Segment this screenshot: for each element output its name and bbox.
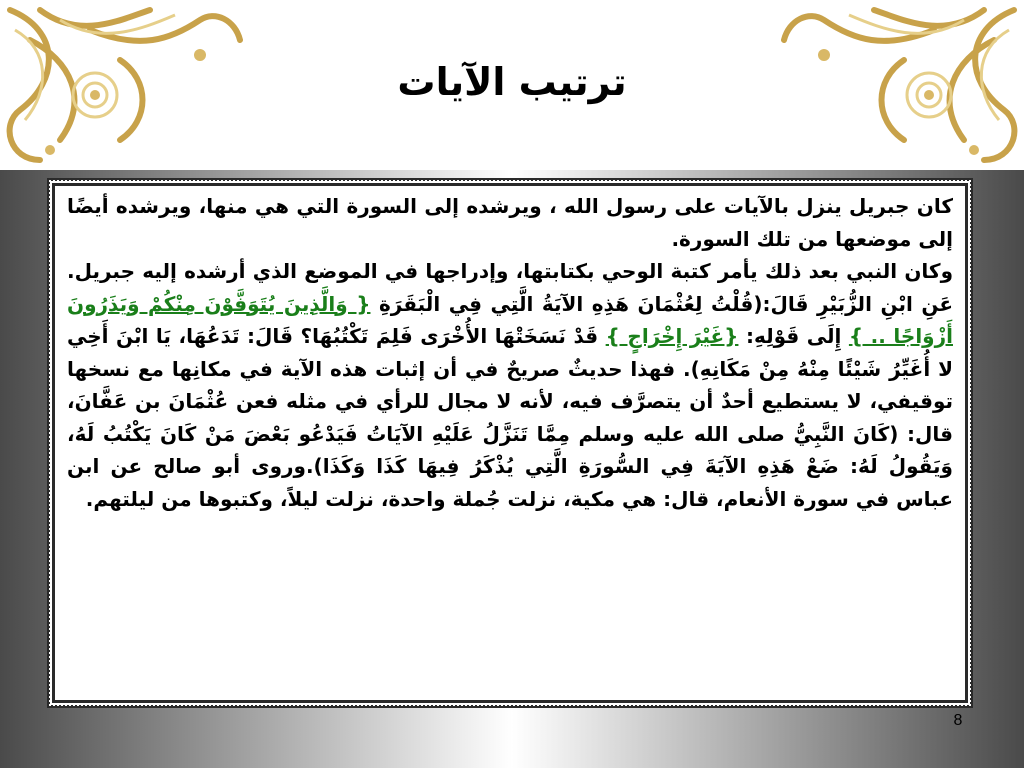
slide-header [0, 0, 1024, 170]
paragraph-2-part-b: إِلَى قَوْلِهِ: [745, 324, 842, 348]
content-frame [47, 178, 973, 708]
right-corner-ornament-icon [774, 0, 1024, 170]
content-text [67, 190, 953, 696]
paragraph-2 [67, 255, 953, 515]
paragraph-2-part-a: وكان النبي بعد ذلك يأمر كتبة الوحي بكتابتها، وإدراجها في الموضع الذي أرشده إليه جبريل. عَنِ ابْنِ الزُّبَيْرِ قَالَ:(قُلْتُ لِعُثْمَانَ هَذِهِ الآيَةُ الَّتِي فِي الْبَقَرَةِ [67, 259, 953, 316]
quran-verse-2: {غَيْرَ إِخْرَاجٍ } [605, 324, 739, 348]
page-number: 8 [953, 712, 963, 729]
paragraph-1: كان جبريل ينزل بالآيات على رسول الله ، ويرشده إلى السورة التي هي منها، ويرشده أيضًا إلى موضعها من تلك السورة. [67, 194, 953, 251]
quran-verse-1: { وَالَّذِينَ يُتَوَفَّوْنَ مِنْكُمْ وَيَذَرُونَ أَزْوَاجًا .. } [67, 291, 953, 348]
left-corner-ornament-icon [0, 0, 250, 170]
paragraph-2-part-c: قَدْ نَسَخَتْهَا الأُخْرَى فَلِمَ تَكْتُبُهَا؟ قَالَ: تَدَعُهَا، يَا ابْنَ أَخِي لا أُغَيِّرُ شَيْئًا مِنْهُ مِنْ مَكَانِهِ). فهذا حديثٌ صريحٌ في أن إثبات هذه الآية في مكانِها مع نسخها توقيفي، لا يستطيع أحدٌ أن يتصرَّف فيه، لأنه لا مجال للرأي في مثله فعن عُثْمَانَ بن عَفَّانَ، قال: (كَانَ النَّبِيُّ صلى الله عليه وسلم مِمَّا تَنَزَّلُ عَلَيْهِ الآيَاتُ فَيَدْعُو بَعْضَ مَنْ كَانَ يَكْتُبُ لَهُ، وَيَقُولُ لَهُ: ضَعْ هَذِهِ الآيَةَ فِي السُّورَةِ الَّتِي يُذْكَرُ فِيهَا كَذَا وَكَذَا).وروى أبو صالح عن ابن عباس في سورة الأنعام، قال: هي مكية، نزلت جُملة واحدة، نزلت ليلاً، وكتبوها من ليلتهم. [67, 324, 953, 511]
slide-title: ترتيب الآيات [397, 60, 627, 104]
